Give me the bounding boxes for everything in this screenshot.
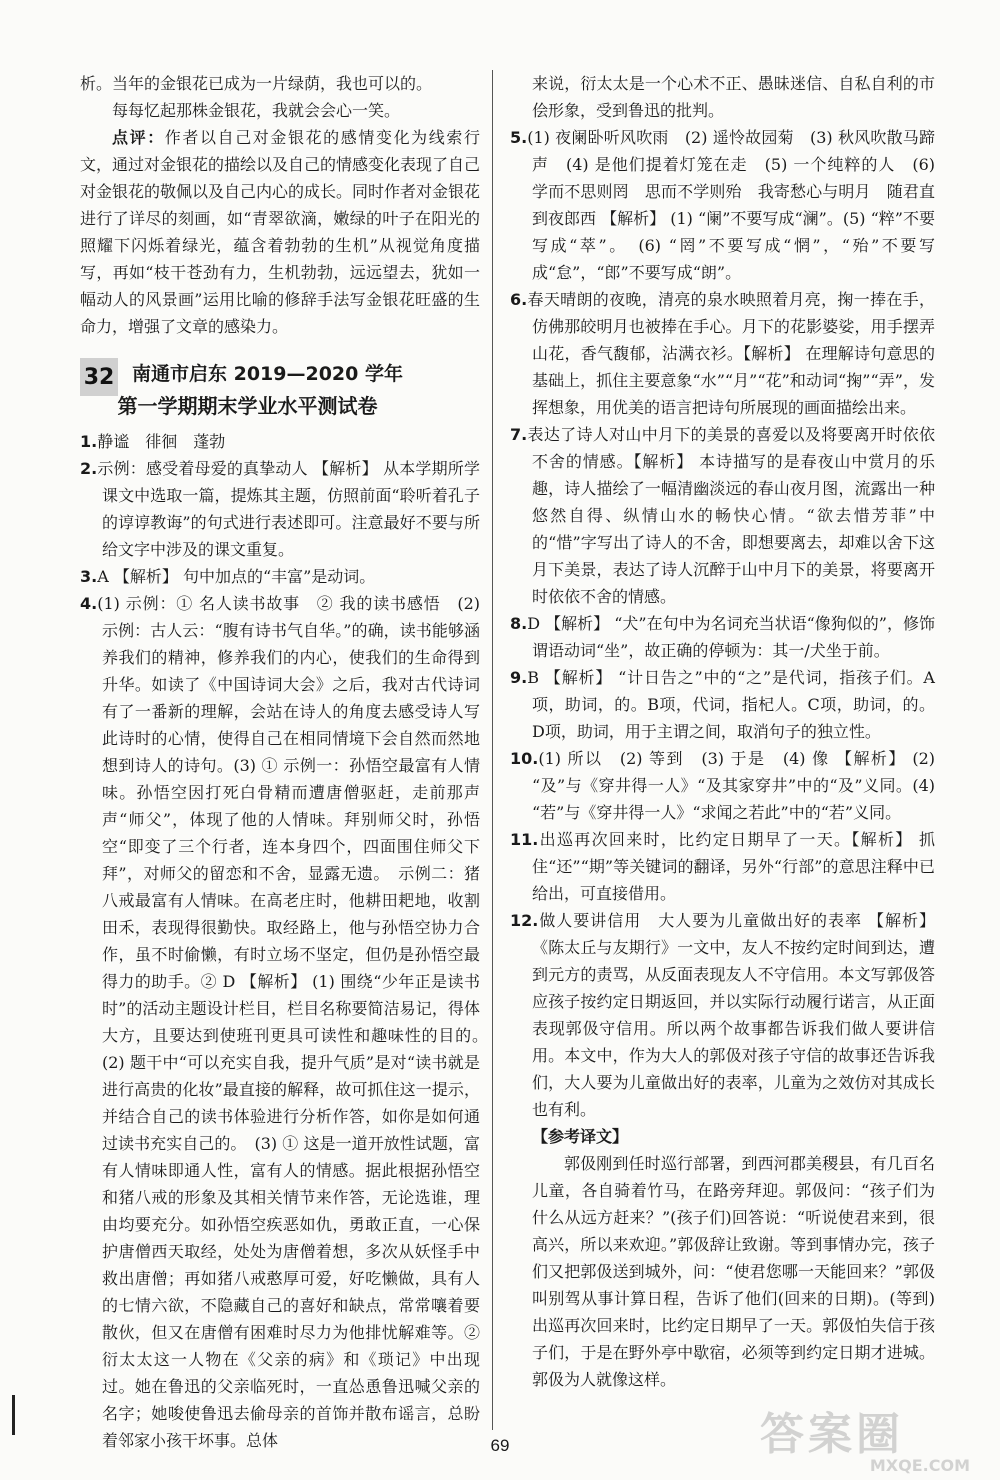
margin-mark [12,1395,23,1435]
answer-text: 表达了诗人对山中月下的美景的喜爱以及将要离开时依依不舍的情感。【解析】 本诗描写的是春夜山中赏月的乐趣，诗人描绘了一幅清幽淡远的春山夜月图，流露出一种悠然自得、纵情山水的畅快心情。“欲去惜芳菲”中的“惜”字写出了诗人的不舍，即想要离去，却难以舍下这月下美景，表达了诗人沉醉于山中月下的美景，将要离开时依依不舍的情感。 [527,425,935,606]
answer-10 [510,745,935,826]
answer-number: 6. [510,290,528,309]
answer-text: D 【解析】 “犬”在句中为名词充当状语“像狗似的”，修饰谓语动词“坐”，故正确的停顿为：其一/犬坐于前。 [527,614,935,660]
answer-number: 4. [80,594,98,613]
right-column [510,70,935,1393]
answer-2 [80,455,480,563]
answer-number: 2. [80,459,98,478]
answer-7 [510,421,935,610]
answer-9 [510,664,935,745]
answer-number: 12. [510,911,539,930]
answer-12 [510,907,935,1123]
answer-text: 做人要讲信用 大人要为儿童做出好的表率 【解析】 《陈太丘与友期行》一文中，友人不按约定时间到达，遭到元方的责骂，从反面表现友人不守信用。本文写郭伋答应孩子按约定日期返回，并以实际行动履行诺言，从正面表现郭伋守信用。所以两个故事都告诉我们做人要讲信用。本文中，作为大人的郭伋对孩子守信的故事还告诉我们，大人要为儿童做出好的表率，儿童为之效仿对其成长也有利。 [532,911,935,1119]
intro-line-2: 每每忆起那株金银花，我就会会心一笑。 [112,101,401,120]
section-header [80,358,480,422]
answer-8 [510,610,935,664]
answer-11 [510,826,935,907]
answer-text: (1) 所以 (2) 等到 (3) 于是 (4) 像 【解析】 (2) “及”与《穿井得一人》“及其家穿井”中的“及”义同。(4) “若”与《穿井得一人》“求闻之若此”中的“若”义同。 [532,749,935,822]
translation-text: 郭伋刚到任时巡行部署，到西河郡美稷县，有几百名儿童，各自骑着竹马，在路旁拜迎。郭伋问：“孩子们为什么从远方赶来？”(孩子们)回答说：“听说使君来到，很高兴，所以来欢迎。”郭伋辞让致谢。等到事情办完，孩子们又把郭伋送到城外，问：“使君您哪一天能回来？”郭伋叫别驾从事计算日程，告诉了他们(回来的日期)。(等到)出巡再次回来时，比约定日期早了一天。郭伋怕失信于孩子们，于是在野外亭中歇宿，必须等到约定日期才进城。郭伋为人就像这样。 [532,1154,935,1389]
page-number: 69 [490,1436,510,1455]
watermark-url: MXQE.COM [869,1456,970,1475]
answer-3 [80,563,480,590]
answer-text: 春天晴朗的夜晚，清亮的泉水映照着月亮，掬一捧在手，仿佛那皎明月也被捧在手心。月下的花影婆娑，用手摆弄山花，香气馥郁，沾满衣衫。【解析】 在理解诗句意思的基础上，抓住主要意象“水”“月”“花”和动词“掬”“弄”，发挥想象，用优美的语言把诗句所展现的画面描绘出来。 [527,290,935,417]
column-divider [492,70,493,1430]
comment-text: 作者以自己对金银花的感情变化为线索行文，通过对金银花的描绘以及自己的情感变化表现了自己对金银花的敬佩以及自己内心的成长。同时作者对金银花进行了详尽的刻画，如“青翠欲滴，嫩绿的叶子在阳光的照耀下闪烁着绿光，蕴含着勃勃的生机”从视觉角度描写，再如“枝干苍劲有力，生机勃勃，远远望去，犹如一幅动人的风景画”运用比喻的修辞手法写金银花旺盛的生命力，增强了文章的感染力。 [80,128,481,336]
answer-1 [80,428,480,455]
answer-5 [510,124,935,286]
answer-number: 3. [80,567,98,586]
answer-text: A 【解析】 句中加点的“丰富”是动词。 [97,567,376,586]
answer-number: 5. [510,128,528,147]
answer-text: 出巡再次回来时，比约定日期早了一天。【解析】 抓住“还”“期”等关键词的翻译，另外“行部”的意思注释中已给出，可直接借用。 [532,830,935,903]
watermark-logo [760,1398,970,1475]
answer-text: (1) 夜阑卧听风吹雨 (2) 遥怜故园菊 (3) 秋风吹散马蹄声 (4) 是他们提着灯笼在走 (5) 一个纯粹的人 (6) 学而不思则罔 思而不学则殆 我寄愁心与明月 随君直到夜郎西 【解析】 (1) “阑”不要写成“澜”。(5) “粹”不要写成“萃”。 (6) “罔”不要写成“惘”，“殆”不要写成“怠”，“郎”不要写成“朗”。 [527,128,935,282]
section-title-line-1: 南通市启东 2019—2020 学年 [132,363,403,385]
translation-heading: 【参考译文】 [532,1127,629,1146]
section-title [117,358,403,422]
answer-number: 9. [510,668,528,687]
answer-text: B 【解析】 “计日告之”中的“之”是代词，指孩子们。A项，助词，的。B项，代词，指杞人。C项，助词，的。D项，助词，用于主谓之间，取消句子的独立性。 [527,668,935,741]
answer-number: 10. [510,749,539,768]
comment-paragraph [80,124,480,340]
answer-4 [80,590,497,1454]
section-number-badge: 32 [80,358,118,396]
answer-number: 8. [510,614,528,633]
intro-line-1: 析。当年的金银花已成为一片绿荫，我也可以的。 [80,74,433,93]
watermark-text: 答案圈 [760,1409,904,1460]
answer-number: 7. [510,425,528,444]
comment-tag: 点评： [112,128,165,147]
answer-text: (1) 示例：① 名人读书故事 ② 我的读书感悟 (2) 示例：古人云：“腹有诗书气自华。”的确，读书能够涵养我们的精神，修养我们的内心，使我们的生命得到升华。如读了《中国诗词大会》之后，我对古代诗词有了一番新的理解，会站在诗人的角度去感受诗人写此诗时的心情，使得自己在相同情境下会自然而然地想到诗人的诗句。(3) ① 示例一：孙悟空最富有人情味。孙悟空因打死白骨精而遭唐僧驱赶，走前那声声“师父”，体现了他的人情味。拜别师父时，孙悟空“即变了三个行者，连本身四个，四面围住师父下拜”，对师父的留恋和不舍，显露无遗。 示例二：猪八戒最富有人情味。在高老庄时，他耕田耙地，收割田禾，表现得很勤快。取经路上，他与孙悟空协力合作，虽不时偷懒，有时立场不坚定，但仍是孙悟空最得力的助手。② D 【解析】 (1) 围绕“少年正是读书时”的活动主题设计栏目，栏目名称要简洁易记，得体大方，且要达到使班刊更具可读性和趣味性的目的。 (2) 题干中“可以充实自我，提升气质”是对“读书就是进行高贵的化妆”最直接的解释，故可抓住这一提示，并结合自己的读书体验进行分析作答，如你是如何通过读书充实自己的。 (3) ① 这是一道开放性试题，富有人情味即通人性，富有人的情感。据此根据孙悟空和猪八戒的形象及其相关情节来作答，无论选谁，理由均要充分。如孙悟空疾恶如仇，勇敢正直，一心保护唐僧西天取经，处处为唐僧着想，多次从妖怪手中救出唐僧；再如猪八戒憨厚可爱，好吃懒做，具有人的七情六欲，不隐藏自己的喜好和缺点，常常嚷着要散伙，但又在唐僧有困难时尽力为他排忧解难等。② 衍太太这一人物在《父亲的病》和《琐记》中出现过。她在鲁迅的父亲临死时，一直怂恿鲁迅喊父亲的名字；她唆使鲁迅去偷母亲的首饰并散布谣言，总盼着邻家小孩干坏事。总体 [97,594,497,1450]
carry-over-text: 来说，衍太太是一个心术不正、愚昧迷信、自私自利的市侩形象，受到鲁迅的批判。 [532,74,935,120]
answer-text: 静谧 徘徊 蓬勃 [97,432,226,451]
answer-text: 示例：感受着母爱的真挚动人 【解析】 从本学期所学课文中选取一篇，提炼其主题，仿照前面“聆听着孔子的谆谆教诲”的句式进行表述即可。注意最好不要与所给文字中涉及的课文重复。 [97,459,480,559]
answer-6 [510,286,935,421]
left-column [80,70,497,1454]
answer-number: 1. [80,432,98,451]
section-title-line-2: 第一学期期末学业水平测试卷 [117,394,378,418]
answer-number: 11. [510,830,539,849]
